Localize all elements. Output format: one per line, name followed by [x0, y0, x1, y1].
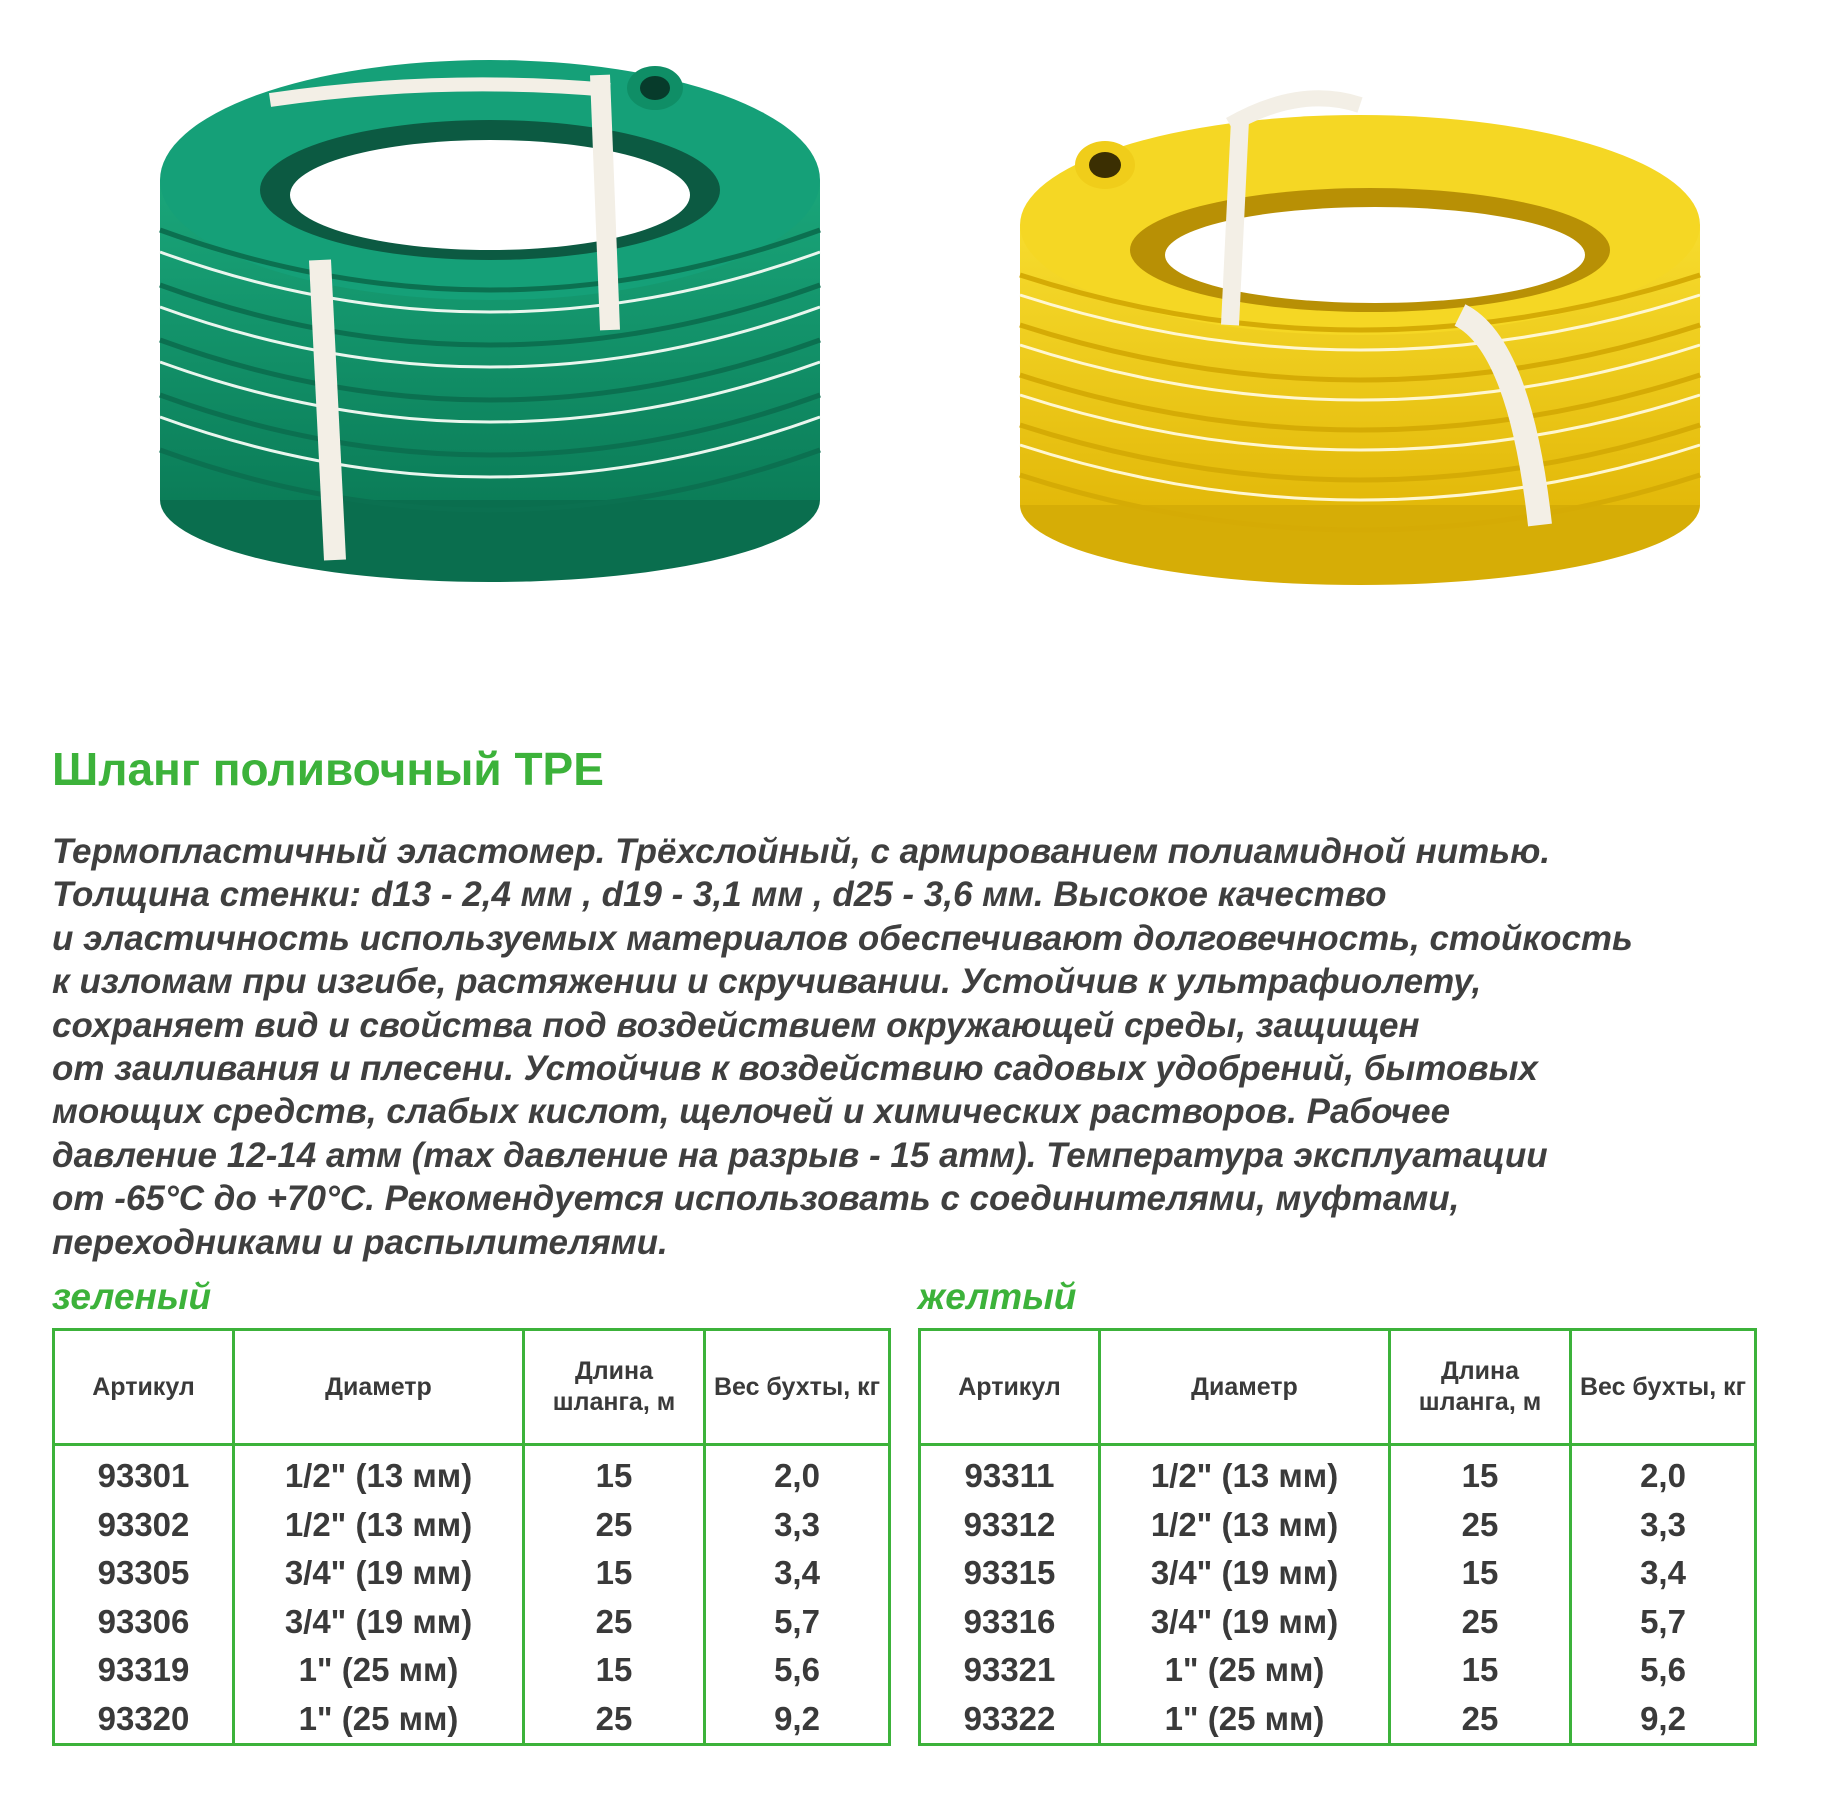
article-cell: 93315 [920, 1549, 1100, 1598]
description-line: и эластичность используемых материалов обеспечивают долговечность, стойкость [52, 918, 1633, 958]
diameter-cell: 3/4" (19 мм) [1100, 1549, 1390, 1598]
diameter-cell: 1" (25 мм) [234, 1646, 524, 1695]
table-row [54, 1445, 890, 1501]
weight-cell: 5,7 [1571, 1598, 1756, 1647]
article-cell: 93320 [54, 1695, 234, 1745]
diameter-cell: 1" (25 мм) [1100, 1695, 1390, 1745]
description-line: моющих средств, слабых кислот, щелочей и химических растворов. Рабочее [52, 1092, 1451, 1132]
length-cell: 15 [1390, 1549, 1571, 1598]
table-header-row [54, 1330, 890, 1445]
yellow-spec-table [918, 1328, 1757, 1746]
length-cell: 25 [524, 1501, 705, 1550]
weight-cell: 9,2 [705, 1695, 890, 1745]
diameter-cell: 3/4" (19 мм) [1100, 1598, 1390, 1647]
table-row [920, 1646, 1756, 1695]
yellow-hose-coil-icon [1000, 85, 1720, 595]
header-article: Артикул [920, 1330, 1100, 1445]
diameter-cell: 1/2" (13 мм) [234, 1501, 524, 1550]
length-cell: 15 [1390, 1646, 1571, 1695]
weight-cell: 3,3 [705, 1501, 890, 1550]
header-weight: Вес бухты, кг [1571, 1330, 1756, 1445]
table-row [920, 1695, 1756, 1745]
table-header-row [920, 1330, 1756, 1445]
description-line: сохраняет вид и свойства под воздействием окружающей среды, защищен [52, 1005, 1420, 1045]
product-title: Шланг поливочный TPE [52, 743, 604, 795]
article-cell: 93321 [920, 1646, 1100, 1695]
table-row [54, 1646, 890, 1695]
length-cell: 25 [1390, 1501, 1571, 1550]
length-cell: 25 [1390, 1598, 1571, 1647]
green-table-label: зеленый [52, 1276, 212, 1317]
length-cell: 25 [524, 1598, 705, 1647]
diameter-cell: 3/4" (19 мм) [234, 1598, 524, 1647]
description-line: Толщина стенки: d13 - 2,4 мм , d19 - 3,1 мм , d25 - 3,6 мм. Высокое качество [52, 875, 1387, 915]
product-description [52, 830, 1772, 1264]
header-diameter: Диаметр [234, 1330, 524, 1445]
description-line: от -65°С до +70°С. Рекомендуется использовать с соединителями, муфтами, [52, 1179, 1460, 1219]
header-weight: Вес бухты, кг [705, 1330, 890, 1445]
description-line: переходниками и распылителями. [52, 1222, 668, 1262]
description-line: Термопластичный эластомер. Трёхслойный, с армированием полиамидной нитью. [52, 832, 1551, 871]
diameter-cell: 1/2" (13 мм) [234, 1445, 524, 1501]
weight-cell: 5,6 [705, 1646, 890, 1695]
article-cell: 93302 [54, 1501, 234, 1550]
diameter-cell: 3/4" (19 мм) [234, 1549, 524, 1598]
weight-cell: 2,0 [1571, 1445, 1756, 1501]
article-cell: 93319 [54, 1646, 234, 1695]
description-line: от заиливания и плесени. Устойчив к воздействию садовых удобрений, бытовых [52, 1049, 1538, 1089]
product-photos [0, 0, 1844, 620]
article-cell: 93311 [920, 1445, 1100, 1501]
diameter-cell: 1/2" (13 мм) [1100, 1445, 1390, 1501]
length-cell: 15 [524, 1646, 705, 1695]
green-hose-coil-icon [140, 30, 840, 590]
article-cell: 93322 [920, 1695, 1100, 1745]
diameter-cell: 1" (25 мм) [234, 1695, 524, 1745]
green-spec-table [52, 1328, 891, 1746]
header-length: Длина шланга, м [524, 1330, 705, 1445]
article-cell: 93316 [920, 1598, 1100, 1647]
description-line: давление 12-14 атм (max давление на разрыв - 15 атм). Температура эксплуатации [52, 1135, 1548, 1175]
yellow-table-label: желтый [918, 1276, 1077, 1317]
length-cell: 15 [1390, 1445, 1571, 1501]
table-row [920, 1598, 1756, 1647]
article-cell: 93305 [54, 1549, 234, 1598]
length-cell: 15 [524, 1445, 705, 1501]
header-diameter: Диаметр [1100, 1330, 1390, 1445]
weight-cell: 3,4 [1571, 1549, 1756, 1598]
weight-cell: 9,2 [1571, 1695, 1756, 1745]
length-cell: 25 [1390, 1695, 1571, 1745]
yellow-table-body [920, 1445, 1756, 1745]
table-row [54, 1695, 890, 1745]
weight-cell: 5,7 [705, 1598, 890, 1647]
header-article: Артикул [54, 1330, 234, 1445]
weight-cell: 5,6 [1571, 1646, 1756, 1695]
table-row [920, 1549, 1756, 1598]
article-cell: 93306 [54, 1598, 234, 1647]
article-cell: 93312 [920, 1501, 1100, 1550]
description-line: к изломам при изгибе, растяжении и скручивании. Устойчив к ультрафиолету, [52, 962, 1482, 1002]
diameter-cell: 1/2" (13 мм) [1100, 1501, 1390, 1550]
green-table-body [54, 1445, 890, 1745]
table-row [920, 1445, 1756, 1501]
length-cell: 15 [524, 1549, 705, 1598]
weight-cell: 3,3 [1571, 1501, 1756, 1550]
weight-cell: 2,0 [705, 1445, 890, 1501]
table-row [920, 1501, 1756, 1550]
diameter-cell: 1" (25 мм) [1100, 1646, 1390, 1695]
length-cell: 25 [524, 1695, 705, 1745]
table-row [54, 1549, 890, 1598]
header-length: Длина шланга, м [1390, 1330, 1571, 1445]
table-row [54, 1598, 890, 1647]
table-row [54, 1501, 890, 1550]
article-cell: 93301 [54, 1445, 234, 1501]
weight-cell: 3,4 [705, 1549, 890, 1598]
